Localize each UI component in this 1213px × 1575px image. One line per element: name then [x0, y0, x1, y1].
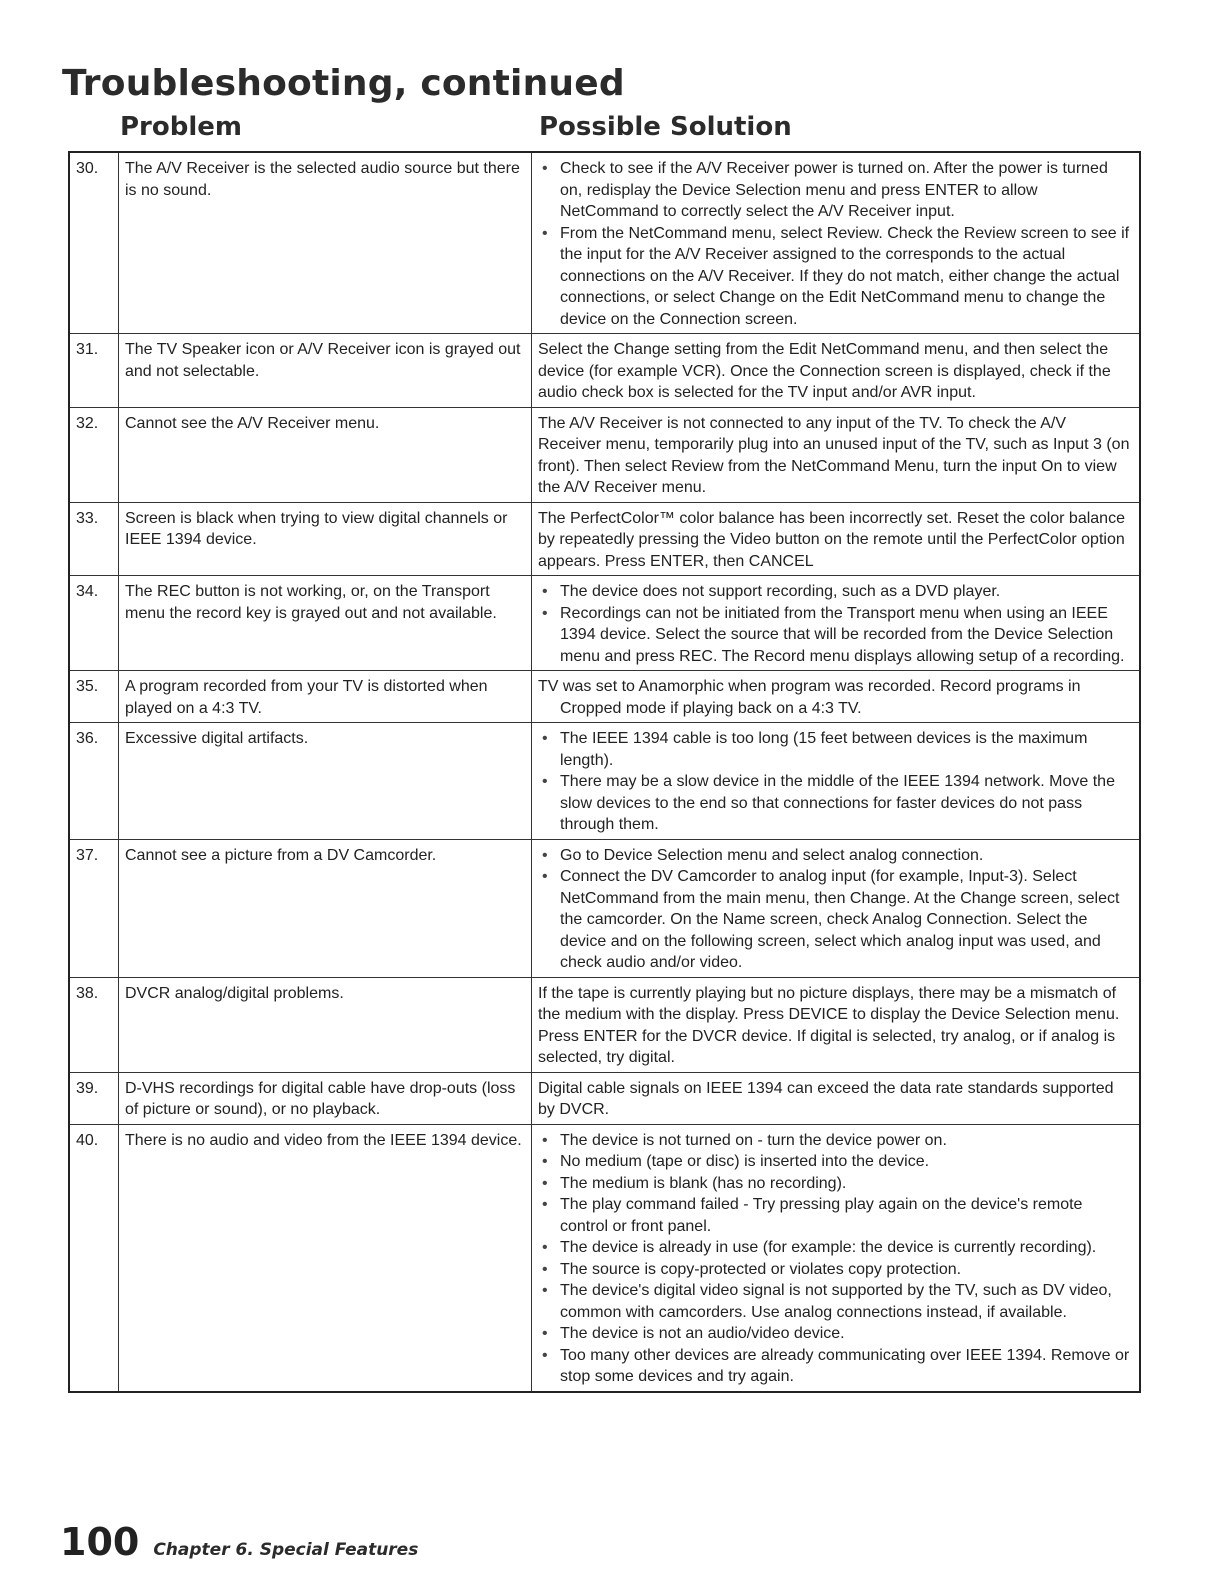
solution-bullet: • Too many other devices are already communicating over IEEE 1394. Remove or stop some devices and try again.	[538, 1345, 1133, 1388]
table-row	[69, 502, 1140, 576]
solution-bullet: • Connect the DV Camcorder to analog input (for example, Input-3). Select NetCommand from the main menu, then Change. At the Change screen, select the camcorder. On the Name screen, check Analog Connection. Select the device and on the following screen, select which analog input was used, and check audio and/or video.	[538, 866, 1133, 974]
table-row	[69, 977, 1140, 1072]
problem-cell: Excessive digital artifacts.	[119, 723, 532, 840]
table-row	[69, 839, 1140, 977]
solution-bullet: • The source is copy-protected or violates copy protection.	[538, 1259, 1133, 1281]
solution-cell	[532, 839, 1141, 977]
solution-text: Digital cable signals on IEEE 1394 can exceed the data rate standards supported by DVCR.	[538, 1079, 1114, 1118]
solution-list	[538, 158, 1133, 330]
row-number: 38.	[69, 977, 119, 1072]
problem-cell: D-VHS recordings for digital cable have drop-outs (loss of picture or sound), or no playback.	[119, 1072, 532, 1124]
solution-cell	[532, 723, 1141, 840]
row-number: 33.	[69, 502, 119, 576]
table-row	[69, 334, 1140, 408]
row-number: 39.	[69, 1072, 119, 1124]
row-number: 30.	[69, 152, 119, 334]
solution-bullet: • The device is not turned on - turn the device power on.	[538, 1130, 1133, 1152]
solution-list	[538, 728, 1133, 836]
solution-text: TV was set to Anamorphic when program was recorded. Record programs in Cropped mode if playing back on a 4:3 TV.	[538, 678, 1081, 717]
solution-cell	[532, 407, 1141, 502]
solution-bullet: • The device is already in use (for example: the device is currently recording).	[538, 1237, 1133, 1259]
row-number: 32.	[69, 407, 119, 502]
solution-bullet: • There may be a slow device in the middle of the IEEE 1394 network. Move the slow devices to the end so that connections for faster devices do not pass through them.	[538, 771, 1133, 836]
problem-cell: There is no audio and video from the IEEE 1394 device.	[119, 1124, 532, 1392]
problem-cell: The REC button is not working, or, on the Transport menu the record key is grayed out and not available.	[119, 576, 532, 671]
solution-text: The PerfectColor™ color balance has been incorrectly set. Reset the color balance by repeatedly pressing the Video button on the remote until the PerfectColor option appears. Press ENTER, then CANCEL	[538, 509, 1125, 570]
table-row	[69, 723, 1140, 840]
solution-list	[538, 1130, 1133, 1388]
solution-bullet: • The medium is blank (has no recording).	[538, 1173, 1133, 1195]
table-row	[69, 576, 1140, 671]
problem-cell: A program recorded from your TV is distorted when played on a 4:3 TV.	[119, 671, 532, 723]
problem-cell: The A/V Receiver is the selected audio source but there is no sound.	[119, 152, 532, 334]
solution-bullet: • Check to see if the A/V Receiver power is turned on. After the power is turned on, redisplay the Device Selection menu and press ENTER to allow NetCommand to correctly select the A/V Receiver input.	[538, 158, 1133, 223]
table-row	[69, 1072, 1140, 1124]
troubleshooting-table	[68, 151, 1141, 1393]
solution-bullet: • The device does not support recording, such as a DVD player.	[538, 581, 1133, 603]
table-row	[69, 407, 1140, 502]
table-row	[69, 152, 1140, 334]
page-title: Troubleshooting, continued	[62, 63, 625, 104]
table-row	[69, 671, 1140, 723]
solution-bullet: • Go to Device Selection menu and select analog connection.	[538, 845, 1133, 867]
solution-cell	[532, 576, 1141, 671]
page-number: 100	[60, 1520, 140, 1564]
table-row	[69, 1124, 1140, 1392]
solution-cell	[532, 152, 1141, 334]
page-footer	[60, 1520, 418, 1568]
problem-cell: DVCR analog/digital problems.	[119, 977, 532, 1072]
solution-text: The A/V Receiver is not connected to any input of the TV. To check the A/V Receiver menu, temporarily plug into an unused input of the TV, such as Input 3 (on front). Then select Review from the NetCommand Menu, turn the input On to view the A/V Receiver menu.	[538, 414, 1130, 496]
problem-cell: The TV Speaker icon or A/V Receiver icon is grayed out and not selectable.	[119, 334, 532, 408]
row-number: 35.	[69, 671, 119, 723]
solution-column-header: Possible Solution	[539, 112, 792, 142]
solution-cell	[532, 502, 1141, 576]
solution-cell	[532, 977, 1141, 1072]
solution-bullet: • From the NetCommand menu, select Review. Check the Review screen to see if the input for the A/V Receiver assigned to the corresponds to the actual connections on the A/V Receiver. If they do not match, either change the actual connections, or select Change on the Edit NetCommand menu to change the device on the Connection screen.	[538, 223, 1133, 331]
solution-bullet: • The device's digital video signal is not supported by the TV, such as DV video, common with camcorders. Use analog connections instead, if available.	[538, 1280, 1133, 1323]
solution-text: If the tape is currently playing but no picture displays, there may be a mismatch of the medium with the display. Press DEVICE to display the Device Selection menu. Press ENTER for the DVCR device. If digital is selected, try analog, or if analog is selected, try digital.	[538, 984, 1120, 1066]
row-number: 34.	[69, 576, 119, 671]
solution-bullet: • Recordings can not be initiated from the Transport menu when using an IEEE 1394 device. Select the source that will be recorded from the Device Selection menu and press REC. The Record menu displays allowing setup of a recording.	[538, 603, 1133, 668]
row-number: 40.	[69, 1124, 119, 1392]
row-number: 36.	[69, 723, 119, 840]
solution-cell	[532, 334, 1141, 408]
solution-cell	[532, 1072, 1141, 1124]
problem-cell: Cannot see the A/V Receiver menu.	[119, 407, 532, 502]
solution-bullet: • The IEEE 1394 cable is too long (15 feet between devices is the maximum length).	[538, 728, 1133, 771]
row-number: 31.	[69, 334, 119, 408]
solution-bullet: • No medium (tape or disc) is inserted into the device.	[538, 1151, 1133, 1173]
solution-list	[538, 581, 1133, 667]
problem-cell: Cannot see a picture from a DV Camcorder.	[119, 839, 532, 977]
solution-cell	[532, 1124, 1141, 1392]
solution-cell	[532, 671, 1141, 723]
solution-bullet: • The device is not an audio/video device.	[538, 1323, 1133, 1345]
problem-column-header: Problem	[120, 112, 242, 142]
solution-text: Select the Change setting from the Edit NetCommand menu, and then select the device (for example VCR). Once the Connection screen is displayed, check if the audio check box is selected for the TV input and/or AVR input.	[538, 341, 1111, 401]
solution-bullet: • The play command failed - Try pressing play again on the device's remote control or front panel.	[538, 1194, 1133, 1237]
row-number: 37.	[69, 839, 119, 977]
chapter-title: Chapter 6. Special Features	[153, 1540, 419, 1560]
problem-cell: Screen is black when trying to view digital channels or IEEE 1394 device.	[119, 502, 532, 576]
solution-list	[538, 845, 1133, 974]
